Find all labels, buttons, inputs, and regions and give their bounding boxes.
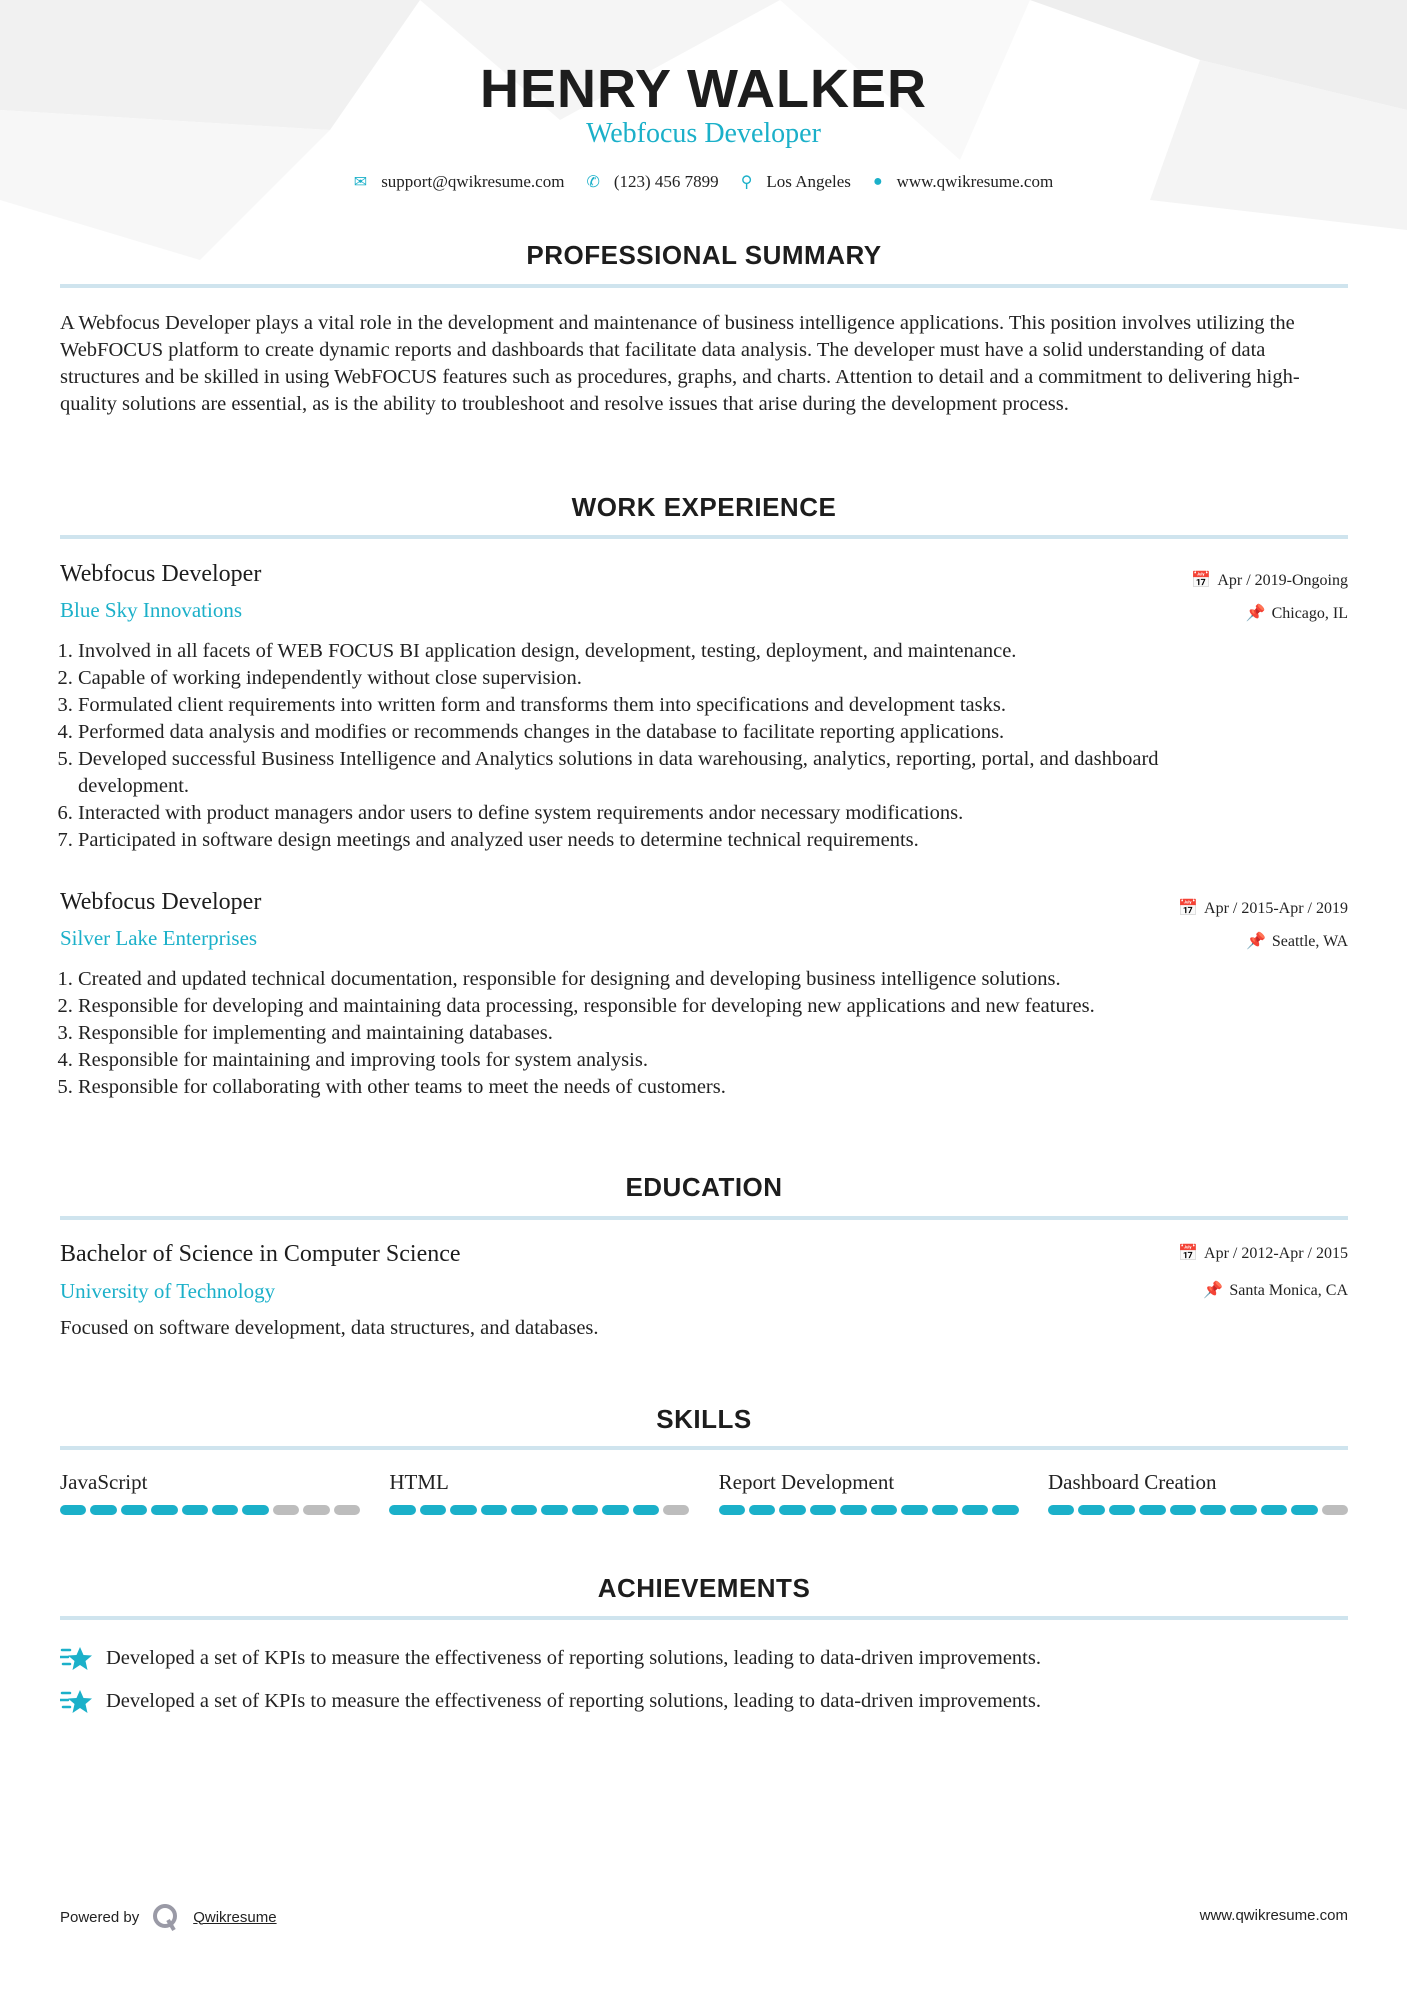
skill-item	[389, 1470, 689, 1515]
skill-dot-filled	[1261, 1505, 1287, 1515]
section-divider	[60, 1446, 1348, 1450]
skill-dot-filled	[901, 1505, 927, 1515]
skill-rating	[1048, 1505, 1348, 1515]
education-heading: EDUCATION	[625, 1172, 783, 1202]
skill-dot-filled	[1230, 1505, 1256, 1515]
email-link[interactable]: support@qwikresume.com	[381, 172, 565, 191]
skills-list	[60, 1470, 1348, 1515]
education-location	[1203, 1280, 1348, 1300]
skill-dot-filled	[572, 1505, 598, 1515]
achievement-item	[60, 1644, 1041, 1672]
powered-by-text: Powered by	[60, 1908, 140, 1926]
skill-name: Dashboard Creation	[1047, 1470, 1217, 1494]
skill-dot-filled	[450, 1505, 476, 1515]
skill-dot-filled	[151, 1505, 177, 1515]
skill-rating	[389, 1505, 689, 1515]
section-divider	[60, 1216, 1348, 1220]
job-location	[1246, 603, 1348, 623]
skill-dot-filled	[1109, 1505, 1135, 1515]
list-item: 2. Responsible for developing and maintaining data processing, responsible for developing new applications and new features.	[78, 993, 1348, 1020]
company-name: Silver Lake Enterprises	[60, 926, 258, 950]
skill-dot-filled	[1048, 1505, 1074, 1515]
phone-text: (123) 456 7899	[613, 172, 719, 191]
skill-dot-empty	[273, 1505, 299, 1515]
achievement-text: Developed a set of KPIs to measure the effectiveness of reporting solutions, leading to data-driven improvements.	[106, 1646, 1041, 1669]
skill-dot-filled	[242, 1505, 268, 1515]
website-link[interactable]: www.qwikresume.com	[896, 172, 1054, 191]
skill-item	[60, 1470, 360, 1515]
contact-bar	[0, 172, 1407, 192]
calendar-icon: 📅	[1191, 572, 1212, 589]
list-item: 4. Performed data analysis and modifies or recommends changes in the database to facilitate reporting applications.	[78, 719, 1348, 746]
skill-dot-filled	[932, 1505, 958, 1515]
skill-dot-empty	[303, 1505, 329, 1515]
skill-dot-filled	[992, 1505, 1018, 1515]
summary-text: A Webfocus Developer plays a vital role in the development and maintenance of business intelligence applications. This position involves utilizing the WebFOCUS platform to create dynamic reports and dashboards that facilitate data analysis. The developer must have a solid understanding of data structures and be skilled in using WebFOCUS features such as procedures, graphs, and charts. Attention to detail and a commitment to delivering high-quality solutions are essential, as is the ability to troubleshoot and resolve issues that arise during the development process.	[60, 312, 1300, 415]
candidate-title: Webfocus Developer	[586, 118, 821, 149]
pin-icon: 📌	[1245, 933, 1266, 950]
job-dates	[1191, 570, 1348, 590]
skill-dot-filled	[212, 1505, 238, 1515]
job-bullets	[60, 638, 1348, 854]
candidate-name: HENRY WALKER	[479, 59, 928, 119]
skill-dot-filled	[1139, 1505, 1165, 1515]
skill-dot-filled	[779, 1505, 805, 1515]
job-title: Webfocus Developer	[60, 561, 262, 587]
skill-dot-filled	[1200, 1505, 1226, 1515]
qwikresume-logo-icon	[151, 1902, 181, 1932]
skill-item	[719, 1470, 1019, 1515]
skill-dot-filled	[810, 1505, 836, 1515]
location-text: Chicago, IL	[1271, 605, 1348, 622]
qwikresume-link[interactable]: Qwikresume	[193, 1908, 277, 1926]
achievement-item	[60, 1687, 1041, 1715]
skill-dot-empty	[1322, 1505, 1348, 1515]
list-item: 6. Interacted with product managers andor users to define system requirements andor necessary modifications.	[78, 800, 1348, 827]
skill-rating	[60, 1505, 360, 1515]
skill-dot-filled	[871, 1505, 897, 1515]
calendar-icon: 📅	[1178, 900, 1199, 917]
list-item: 1. Created and updated technical documentation, responsible for designing and developing business intelligence solutions.	[78, 966, 1348, 993]
footer-powered-by	[60, 1902, 277, 1932]
job-title: Webfocus Developer	[60, 889, 262, 915]
skill-dot-filled	[90, 1505, 116, 1515]
star-icon	[60, 1687, 92, 1715]
dates-text: Apr / 2012-Apr / 2015	[1204, 1245, 1348, 1262]
education-dates	[1178, 1243, 1348, 1263]
list-item: 4. Responsible for maintaining and improving tools for system analysis.	[78, 1047, 1348, 1074]
list-item: 5. Responsible for collaborating with other teams to meet the needs of customers.	[78, 1074, 1348, 1101]
location-text: Seattle, WA	[1271, 933, 1348, 950]
skill-dot-filled	[719, 1505, 745, 1515]
achievements-heading: ACHIEVEMENTS	[597, 1573, 811, 1603]
location-text: Los Angeles	[766, 172, 851, 191]
education-description: Focused on software development, data structures, and databases.	[60, 1317, 599, 1339]
list-item: 3. Responsible for implementing and maintaining databases.	[78, 1020, 1348, 1047]
skill-dot-filled	[962, 1505, 988, 1515]
skill-name: Report Development	[718, 1470, 895, 1494]
section-divider	[60, 1616, 1348, 1620]
degree-title: Bachelor of Science in Computer Science	[60, 1241, 461, 1267]
skill-dot-filled	[389, 1505, 415, 1515]
skill-dot-filled	[1078, 1505, 1104, 1515]
school-name: University of Technology	[60, 1279, 276, 1303]
skills-heading: SKILLS	[656, 1404, 752, 1434]
skill-dot-filled	[541, 1505, 567, 1515]
calendar-icon: 📅	[1178, 1245, 1199, 1262]
skill-dot-empty	[663, 1505, 689, 1515]
skill-dot-empty	[334, 1505, 360, 1515]
skill-dot-filled	[60, 1505, 86, 1515]
location-pin-icon: ⚲	[740, 174, 753, 191]
section-divider	[60, 284, 1348, 288]
dates-text: Apr / 2015-Apr / 2019	[1204, 900, 1348, 917]
achievement-text: Developed a set of KPIs to measure the effectiveness of reporting solutions, leading to data-driven improvements.	[106, 1689, 1041, 1712]
skill-name: HTML	[389, 1470, 449, 1494]
phone-icon: ✆	[586, 174, 600, 191]
email-icon: ✉	[353, 174, 368, 191]
summary-heading: PROFESSIONAL SUMMARY	[526, 240, 882, 270]
skill-dot-filled	[182, 1505, 208, 1515]
skill-dot-filled	[511, 1505, 537, 1515]
star-icon	[60, 1644, 92, 1672]
job-location	[1246, 931, 1348, 951]
skill-dot-filled	[749, 1505, 775, 1515]
list-item: 5. Developed successful Business Intelligence and Analytics solutions in data warehousing, analytics, reporting, portal, and dashboard development.	[78, 746, 1348, 800]
footer-website[interactable]: www.qwikresume.com	[1199, 1907, 1348, 1924]
skill-dot-filled	[1291, 1505, 1317, 1515]
skill-dot-filled	[633, 1505, 659, 1515]
experience-heading: WORK EXPERIENCE	[571, 492, 837, 522]
pin-icon: 📌	[1203, 1282, 1224, 1299]
skill-dot-filled	[1170, 1505, 1196, 1515]
location-text: Santa Monica, CA	[1229, 1282, 1348, 1299]
skill-rating	[719, 1505, 1019, 1515]
skill-dot-filled	[840, 1505, 866, 1515]
skill-dot-filled	[481, 1505, 507, 1515]
job-bullets	[60, 966, 1348, 1101]
list-item: 1. Involved in all facets of WEB FOCUS BI application design, development, testing, deployment, and maintenance.	[78, 638, 1348, 665]
skill-item	[1048, 1470, 1348, 1515]
section-divider	[60, 535, 1348, 539]
skill-dot-filled	[602, 1505, 628, 1515]
dates-text: Apr / 2019-Ongoing	[1217, 572, 1348, 589]
list-item: 2. Capable of working independently without close supervision.	[78, 665, 1348, 692]
skill-name: JavaScript	[60, 1470, 148, 1494]
globe-icon: ●	[872, 173, 883, 190]
job-dates	[1178, 898, 1348, 918]
list-item: 7. Participated in software design meetings and analyzed user needs to determine technical requirements.	[78, 827, 1348, 854]
skill-dot-filled	[420, 1505, 446, 1515]
company-name: Blue Sky Innovations	[60, 598, 242, 622]
pin-icon: 📌	[1245, 605, 1266, 622]
list-item: 3. Formulated client requirements into written form and transforms them into specifications and development tasks.	[78, 692, 1348, 719]
skill-dot-filled	[121, 1505, 147, 1515]
